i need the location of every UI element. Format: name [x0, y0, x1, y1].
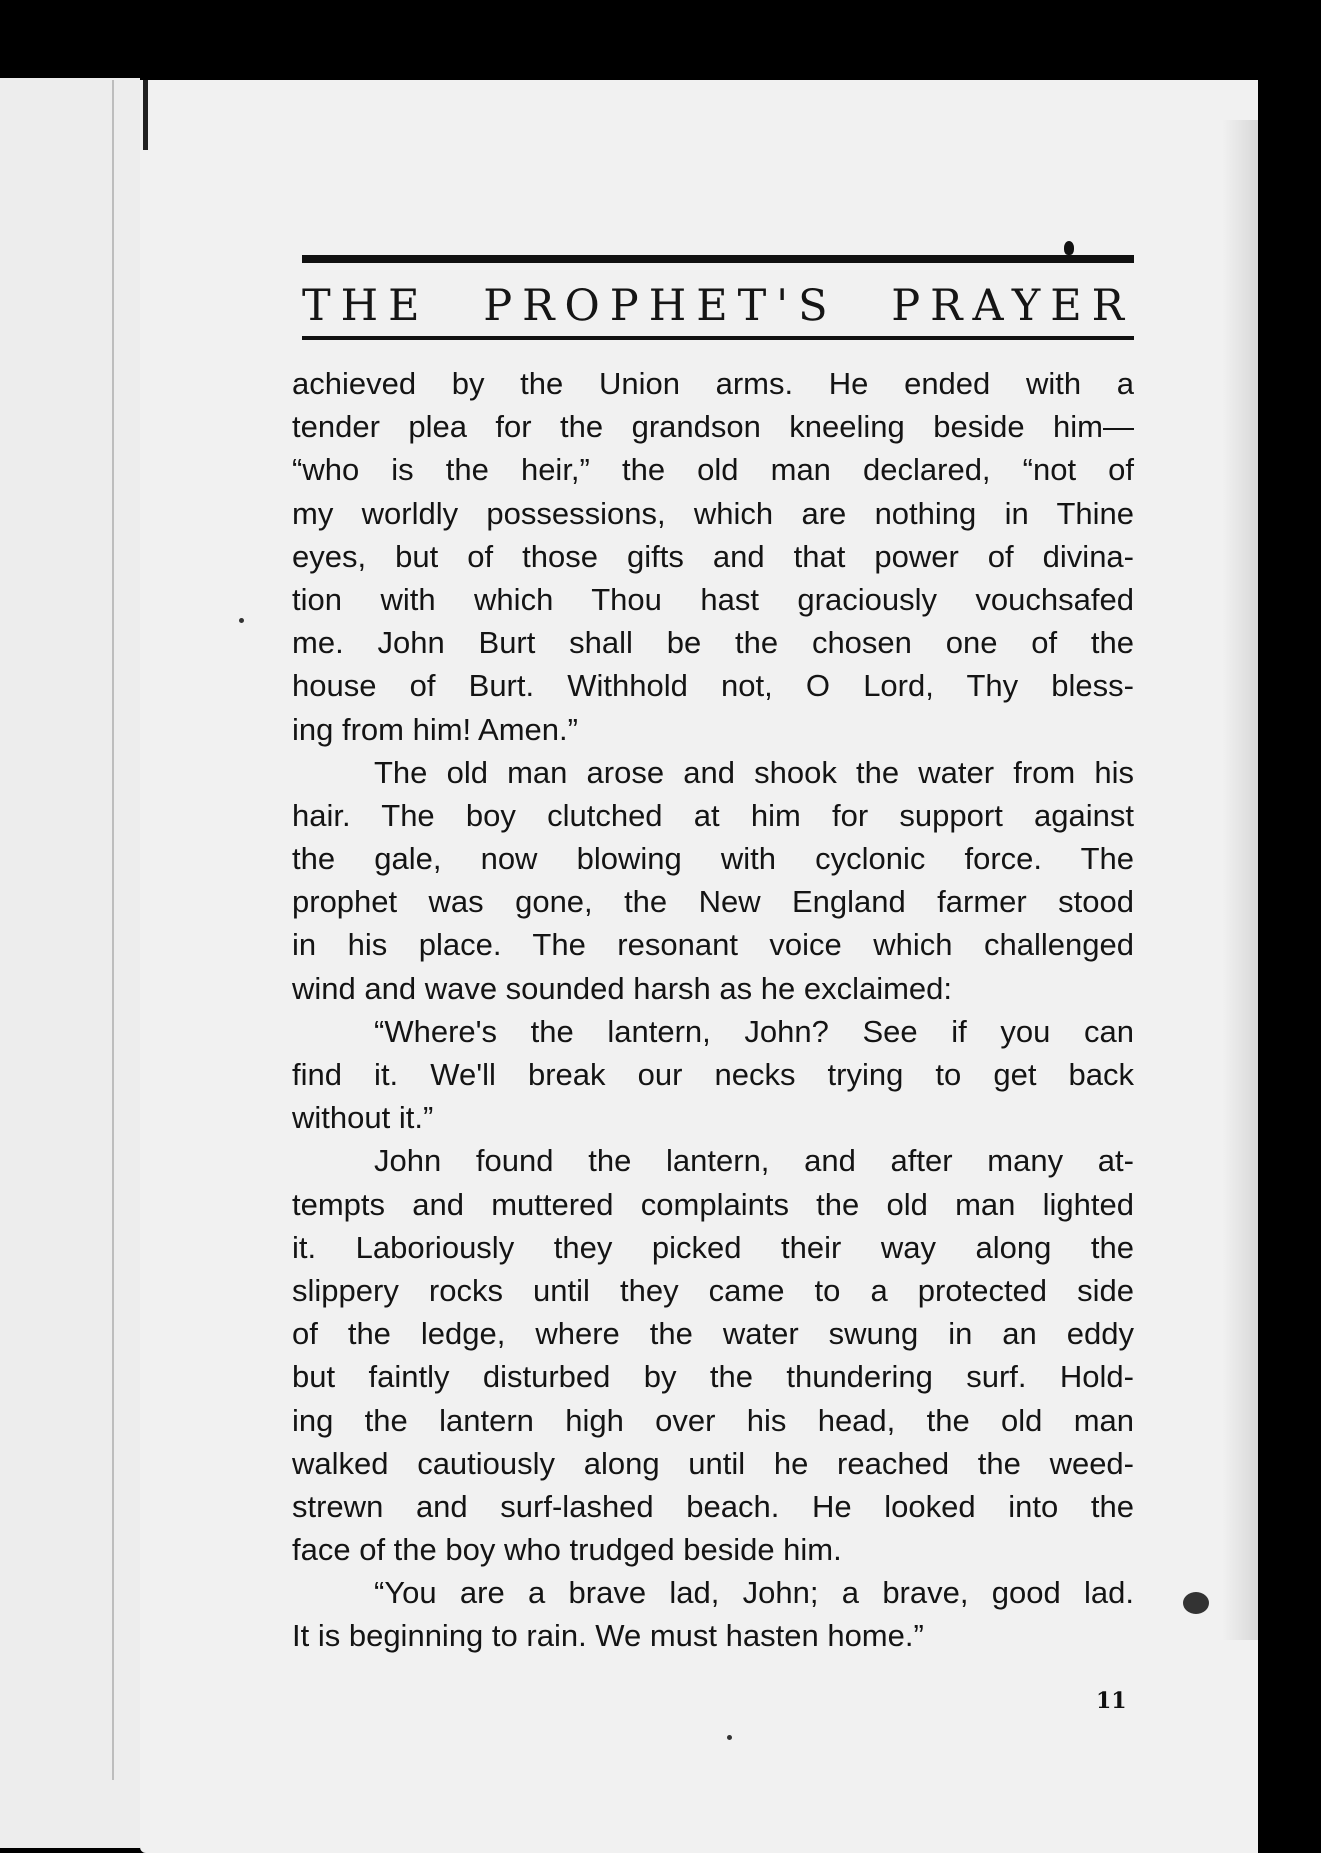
left-page: [0, 78, 140, 1848]
text-line: the gale, now blowing with cyclonic force. The: [292, 841, 1134, 877]
ink-speck: [239, 618, 244, 623]
text-line: “You are a brave lad, John; a brave, good lad.: [374, 1575, 1134, 1611]
gutter-line: [112, 80, 114, 1780]
text-line: tion with which Thou hast graciously vouchsafed: [292, 581, 1134, 617]
header-rule-bottom: [302, 336, 1134, 340]
text-line: slippery rocks until they came to a protected side: [292, 1272, 1134, 1308]
text-line: but faintly disturbed by the thundering surf. Hold-: [292, 1359, 1134, 1395]
running-head: [302, 276, 1134, 336]
page-number: 11: [1096, 1688, 1127, 1714]
ink-speck: [727, 1735, 732, 1740]
text-line: ing the lantern high over his head, the old man: [292, 1402, 1134, 1438]
text-line: house of Burt. Withhold not, O Lord, Thy bless-: [292, 668, 1134, 704]
text-line: without it.”: [292, 1100, 434, 1136]
text-line: “Where's the lantern, John? See if you can: [374, 1013, 1134, 1049]
text-line: The old man arose and shook the water from his: [374, 754, 1134, 790]
text-line: strewn and surf-lashed beach. He looked into the: [292, 1488, 1134, 1524]
text-line: hair. The boy clutched at him for support against: [292, 797, 1134, 833]
running-head-word: PRAYER: [891, 281, 1134, 331]
text-line: tender plea for the grandson kneeling beside him—: [292, 409, 1134, 445]
text-line: eyes, but of those gifts and that power of divina-: [292, 538, 1134, 574]
text-line: it. Laboriously they picked their way along the: [292, 1229, 1134, 1265]
ornament-dot-icon: [1064, 241, 1074, 255]
text-line: of the ledge, where the water swung in an eddy: [292, 1316, 1134, 1352]
running-head-word: PROPHET'S: [483, 281, 838, 331]
text-line: walked cautiously along until he reached the weed-: [292, 1445, 1134, 1481]
text-line: find it. We'll break our necks trying to get back: [292, 1057, 1134, 1092]
page-shadow: [1222, 120, 1258, 1640]
text-line: John found the lantern, and after many at-: [374, 1143, 1134, 1179]
text-line: “who is the heir,” the old man declared, “not of: [292, 452, 1134, 488]
page-edge-mark: [143, 80, 148, 150]
ink-speck: [1183, 1592, 1209, 1614]
text-line: achieved by the Union arms. He ended with a: [292, 366, 1134, 401]
body-text: [292, 362, 1134, 1658]
text-line: prophet was gone, the New England farmer stood: [292, 884, 1134, 920]
header-rule-top: [302, 255, 1134, 263]
text-line: wind and wave sounded harsh as he exclaimed:: [292, 970, 953, 1006]
text-line: tempts and muttered complaints the old man lighted: [292, 1186, 1134, 1222]
text-line: It is beginning to rain. We must hasten home.”: [292, 1618, 924, 1654]
text-line: my worldly possessions, which are nothing in Thine: [292, 495, 1134, 531]
text-line: face of the boy who trudged beside him.: [292, 1532, 842, 1568]
running-head-word: THE: [302, 281, 430, 331]
text-line: ing from him! Amen.”: [292, 711, 578, 747]
text-line: me. John Burt shall be the chosen one of the: [292, 625, 1134, 661]
text-line: in his place. The resonant voice which challenged: [292, 927, 1134, 963]
